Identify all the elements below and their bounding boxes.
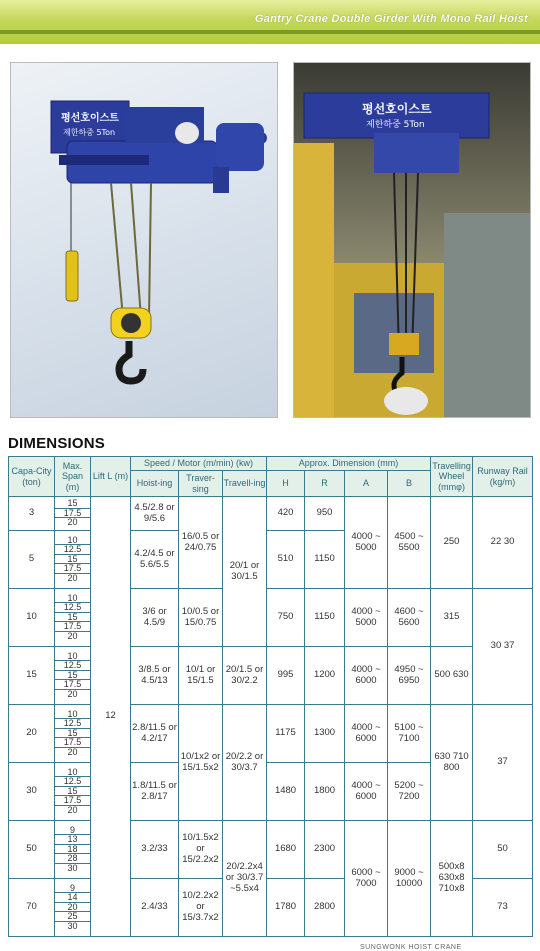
r-cell: 1200 (305, 647, 345, 705)
span-value: 20 (67, 572, 78, 583)
span-value: 10 (55, 536, 90, 546)
header-travelling: Travell-ing (223, 471, 267, 497)
h-cell: 510 (267, 531, 305, 589)
h-cell: 1780 (267, 879, 305, 937)
span-value: 9 (55, 826, 90, 836)
span-cell (55, 879, 91, 937)
hoist-cell: 2.8/11.5 or 4.2/17 (131, 705, 179, 763)
dimensions-title: DIMENSIONS (8, 435, 106, 452)
span-value: 12.5 (55, 603, 90, 613)
span-value: 12.5 (55, 545, 90, 555)
wheel-cell: 500 630 (431, 647, 473, 705)
b-cell: 5100 ~ 7100 (388, 705, 431, 763)
cap-cell: 70 (9, 879, 55, 937)
hoist-cell: 4.2/4.5 or 5.6/5.5 (131, 531, 179, 589)
trav-cell: 10/1 or 15/1.5 (179, 647, 223, 705)
cap-cell: 5 (9, 531, 55, 589)
h-cell: 995 (267, 647, 305, 705)
span-value: 20 (67, 630, 78, 641)
trav-cell: 10/1x2 or 15/1.5x2 (179, 705, 223, 821)
span-value: 17.5 (55, 622, 90, 632)
b-cell: 4600 ~ 5600 (388, 589, 431, 647)
header-span: Max. Span (m) (55, 457, 91, 497)
span-value: 13 (55, 835, 90, 845)
a-cell: 4000 ~ 5000 (345, 497, 388, 589)
svg-text:평선호이스트: 평선호이스트 (362, 102, 432, 116)
span-value: 10 (55, 594, 90, 604)
b-cell: 4950 ~ 6950 (388, 647, 431, 705)
header-approx: Approx. Dimension (mm) (267, 457, 431, 471)
span-value: 20 (67, 688, 78, 699)
span-value: 20 (67, 804, 78, 815)
h-cell: 420 (267, 497, 305, 531)
header-banner (0, 0, 540, 44)
span-value: 12.5 (55, 777, 90, 787)
a-cell: 4000 ~ 6000 (345, 763, 388, 821)
travel-cell: 20/2.2x4 or 30/3.7 ~5.5x4 (223, 821, 267, 937)
span-value: 17.5 (55, 680, 90, 690)
rail-cell: 30 37 (473, 589, 533, 705)
trav-cell: 10/1.5x2 or 15/2.2x2 (179, 821, 223, 879)
span-value: 12.5 (55, 661, 90, 671)
span-value: 15 (55, 671, 90, 681)
a-cell: 4000 ~ 6000 (345, 647, 388, 705)
banner-stripe (0, 30, 540, 34)
span-value: 20 (55, 903, 90, 913)
svg-text:제한하중 5Ton: 제한하중 5Ton (63, 128, 116, 137)
svg-text:평선호이스트: 평선호이스트 (61, 113, 119, 124)
header-h: H (267, 471, 305, 497)
h-cell: 750 (267, 589, 305, 647)
hoist-cell: 1.8/11.5 or 2.8/17 (131, 763, 179, 821)
header-hoisting: Hoist-ing (131, 471, 179, 497)
span-cell (55, 705, 91, 763)
span-value: 14 (55, 893, 90, 903)
span-value: 15 (55, 787, 90, 797)
header-traversing: Traver-sing (179, 471, 223, 497)
span-value: 15 (55, 729, 90, 739)
travel-cell: 20/1 or 30/1.5 (223, 497, 267, 647)
header-capacity: Capa-City (ton) (9, 457, 55, 497)
span-value: 17.5 (55, 738, 90, 748)
hoist-cell: 4.5/2.8 or 9/5.6 (131, 497, 179, 531)
travel-cell: 20/2.2 or 30/3.7 (223, 705, 267, 821)
installed-hoist-photo (293, 62, 531, 418)
dimensions-table-wrap (8, 456, 532, 946)
rail-cell: 22 30 (473, 497, 533, 589)
a-cell: 4000 ~ 5000 (345, 589, 388, 647)
span-value: 17.5 (55, 564, 90, 574)
cap-cell: 3 (9, 497, 55, 531)
b-cell: 9000 ~ 10000 (388, 821, 431, 937)
wheel-cell: 500x8 630x8 710x8 (431, 821, 473, 937)
span-value: 30 (67, 862, 78, 873)
r-cell: 1150 (305, 531, 345, 589)
span-value: 10 (55, 768, 90, 778)
span-cell (55, 531, 91, 589)
span-cell (55, 497, 91, 531)
span-value: 15 (55, 499, 90, 509)
span-value: 25 (55, 912, 90, 922)
r-cell: 1150 (305, 589, 345, 647)
h-cell: 1480 (267, 763, 305, 821)
rail-cell: 50 (473, 821, 533, 879)
hoist-cell: 2.4/33 (131, 879, 179, 937)
span-value: 10 (55, 710, 90, 720)
lift-cell: 12 (91, 497, 131, 937)
header-rail: Runway Rail (kg/m) (473, 457, 533, 497)
wheel-cell: 315 (431, 589, 473, 647)
span-value: 20 (67, 746, 78, 757)
wheel-cell: 630 710 800 (431, 705, 473, 821)
span-value: 17.5 (55, 796, 90, 806)
cap-cell: 15 (9, 647, 55, 705)
span-value: 20 (67, 517, 78, 528)
trav-cell: 16/0.5 or 24/0.75 (179, 497, 223, 589)
span-value: 30 (67, 920, 78, 931)
b-cell: 5200 ~ 7200 (388, 763, 431, 821)
hoist-cell: 3.2/33 (131, 821, 179, 879)
rail-cell: 37 (473, 705, 533, 821)
span-value: 9 (55, 884, 90, 894)
header-speed-motor: Speed / Motor (m/min) (kw) (131, 457, 267, 471)
a-cell: 6000 ~ 7000 (345, 821, 388, 937)
a-cell: 4000 ~ 6000 (345, 705, 388, 763)
header-a: A (345, 471, 388, 497)
rail-cell: 73 (473, 879, 533, 937)
span-value: 15 (55, 613, 90, 623)
span-value: 18 (55, 845, 90, 855)
banner-title: Gantry Crane Double Girder With Mono Rail Hoist (254, 13, 528, 25)
cap-cell: 20 (9, 705, 55, 763)
trav-cell: 10/2.2x2 or 15/3.7x2 (179, 879, 223, 937)
header-wheel: Travelling Wheel (mmφ) (431, 457, 473, 497)
span-cell (55, 763, 91, 821)
hoist-photo (10, 62, 278, 418)
travel-cell: 20/1.5 or 30/2.2 (223, 647, 267, 705)
span-value: 28 (55, 854, 90, 864)
hoist-cell: 3/8.5 or 4.5/13 (131, 647, 179, 705)
r-cell: 2300 (305, 821, 345, 879)
h-cell: 1175 (267, 705, 305, 763)
svg-text:제한하중 5Ton: 제한하중 5Ton (366, 120, 425, 130)
footer-text: SUNGWONK HOIST CRANE (360, 944, 462, 951)
span-cell (55, 589, 91, 647)
hoist-cell: 3/6 or 4.5/9 (131, 589, 179, 647)
dimensions-table (8, 456, 533, 937)
wheel-cell: 250 (431, 497, 473, 589)
r-cell: 950 (305, 497, 345, 531)
span-value: 17.5 (55, 509, 90, 519)
cap-cell: 30 (9, 763, 55, 821)
header-r: R (305, 471, 345, 497)
b-cell: 4500 ~ 5500 (388, 497, 431, 589)
cap-cell: 50 (9, 821, 55, 879)
r-cell: 1300 (305, 705, 345, 763)
header-b: B (388, 471, 431, 497)
r-cell: 1800 (305, 763, 345, 821)
span-cell (55, 647, 91, 705)
h-cell: 1680 (267, 821, 305, 879)
r-cell: 2800 (305, 879, 345, 937)
span-value: 10 (55, 652, 90, 662)
span-value: 12.5 (55, 719, 90, 729)
trav-cell: 10/0.5 or 15/0.75 (179, 589, 223, 647)
cap-cell: 10 (9, 589, 55, 647)
header-lift: Lift L (m) (91, 457, 131, 497)
span-value: 15 (55, 555, 90, 565)
span-cell (55, 821, 91, 879)
